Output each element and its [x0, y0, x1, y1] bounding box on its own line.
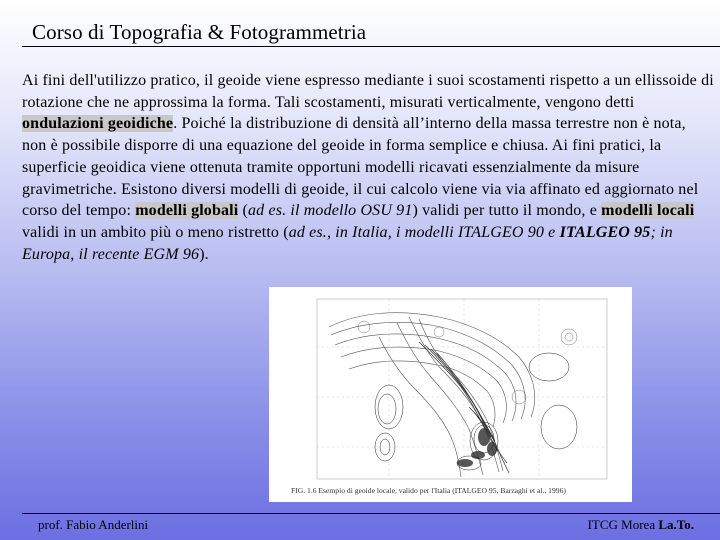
example-osu91: ad es. il modello OSU 91 [248, 202, 413, 220]
paragraph-text-5: validi in un ambito più o meno ristretto ( [22, 223, 289, 241]
institution-name [588, 517, 694, 533]
footer-divider [22, 513, 720, 514]
geoid-contour-map [269, 287, 632, 502]
example-egm96: ; in Europa, il recente EGM 96 [22, 223, 673, 263]
paragraph-text-1: Ai fini dell'utilizzo pratico, il geoide viene espresso mediante i suoi scostamenti rispetto a un ellissoide di rotazione che ne approssima la forma. Tali scostamenti, misurati verticalmente, vengono detti [22, 72, 714, 111]
slide-title: Corso di Topografia & Fotogrammetria [32, 20, 367, 44]
paragraph-text-4: ) validi per tutto il mondo, e [412, 202, 602, 220]
header-divider [22, 46, 720, 47]
figure-caption: FIG. 1.6 Esempio di geoide locale, valido per l'Italia (ITALGEO 95, Barzaghi et al., 1996) [291, 486, 566, 495]
author-name: prof. Fabio Anderlini [38, 517, 149, 532]
paragraph-text-2: . Poiché la distribuzione di densità all’interno della massa terrestre non è nota, non è possibile disporre di una equazione del geoide in forma semplice e chiusa. Ai fini pratici, la superficie geoidica viene ottenuta tramite opportuni modelli ricavati essenzialmente da misure gravimetriche. Esistono diversi modelli di geoide, il cui calcolo viene via via affinato ed aggiornato nel corso del tempo: [22, 115, 699, 220]
term-ondulazioni-geoidiche: ondulazioni geoidiche [22, 115, 174, 133]
geoid-map-figure [269, 287, 632, 502]
body-paragraph [22, 70, 714, 265]
institution-bold: La.To. [658, 517, 694, 532]
paragraph-text-6: ). [199, 245, 209, 263]
example-italgeo90: ad es., in Italia, i modelli ITALGEO 90 e [288, 223, 560, 241]
term-modelli-locali: modelli locali [601, 202, 695, 220]
institution-plain: ITCG Morea [587, 517, 659, 532]
paragraph-text-3: ( [238, 202, 248, 220]
term-modelli-globali: modelli globali [135, 202, 239, 220]
example-italgeo95: ITALGEO 95 [559, 223, 651, 241]
